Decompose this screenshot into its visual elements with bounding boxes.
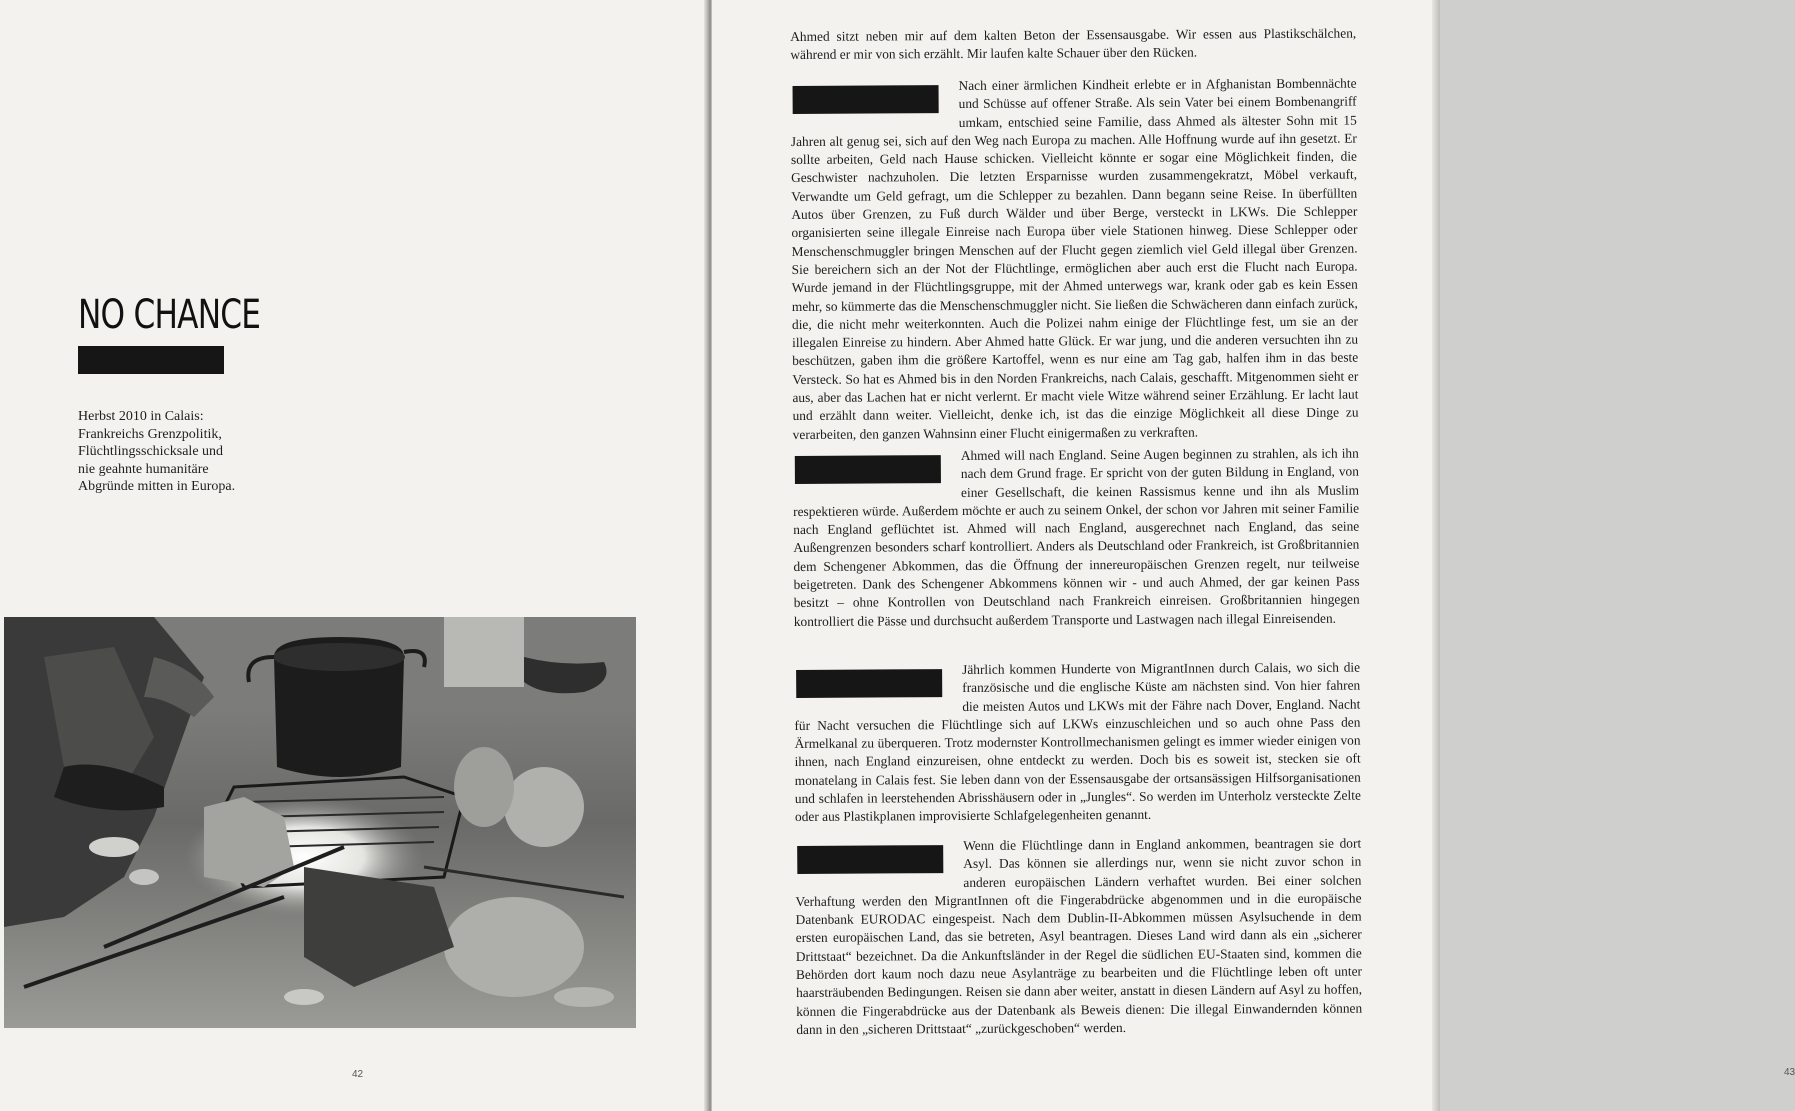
paragraph-3 bbox=[793, 445, 1360, 631]
redaction-bar bbox=[78, 346, 224, 374]
paragraph-3-text: Ahmed will nach England. Seine Augen beginnen zu strahlen, als ich ihn nach dem Grund frage. Er spricht von der guten Bildung in England, von einer Gesellschaft, die keinen Rassismus kenne und ihn als Muslim respektieren würde. Außerdem möchte er auch zu seinem Onkel, der schon vor Jahren mit seiner Familie nach England geflüchtet ist. Ahmed will nach England, ausgerechnet nach England, das seine Außengrenzen besonders scharf kontrolliert. Anders als Deutschland oder Frankreich, ist Großbritannien dem Schengener Abkommen, das die Öffnung der innereuropäischen Grenzen regelt, nur teilweise beigetreten. Dank des Schengener Abkommens können wir - und auch Ahmed, der gar keinen Pass besitzt – ohne Kontrollen von Deutschland nach Frankreich einreisen. Großbritannien hingegen kontrolliert die Pässe und durchsucht außerdem Transporte und Lastwagen nach illegal Einreisenden. bbox=[793, 445, 1360, 629]
paragraph-2 bbox=[790, 75, 1358, 444]
redaction-bar bbox=[795, 455, 941, 484]
intro-text: Herbst 2010 in Calais: Frankreichs Grenzpolitik, Flüchtlingsschicksale und nie geahnte humanitäre Abgründe mitten in Europa. bbox=[78, 409, 236, 494]
page-number-left: 42 bbox=[352, 1069, 364, 1080]
page-number-right: 43 bbox=[1784, 1067, 1795, 1078]
paragraph-1: Ahmed sitzt neben mir auf dem kalten Beton der Essensausgabe. Wir essen aus Plastikschälchen, während er mir von sich erzählt. Mir laufen kalte Schauer über den Rücken. bbox=[790, 25, 1357, 63]
paragraph-5 bbox=[795, 835, 1362, 1040]
campfire-photo bbox=[4, 617, 636, 1028]
paragraph-4-text: Jährlich kommen Hunderte von MigrantInnen durch Calais, wo sich die französische und die englische Küste am nächsten sind. Von hier fahren die meisten Autos und LKWs mit der Fähre nach Dover, England. Nacht für Nacht versuchen die Flüchtlinge sich auf LKWs einzuschleichen und so auch ohne Pass den Ärmelkanal zu überqueren. Trotz modernster Kontrollmechanismen gelingt es immer wieder einigen von ihnen, nach England einzureisen, ohne entdeckt zu werden. Doch bis es soweit ist, stecken sie oft monatelang in Calais fest. Sie leben dann von der Essensausgabe der ortsansässigen Hilfsorganisationen und schlafen in leerstehenden Abrisshäusern oder in „Jungles“. So werden im Unterholz versteckte Zelte oder aus Plastikplanen improvisierte Schlafgelegenheiten genannt. bbox=[794, 659, 1361, 825]
page-edge bbox=[1432, 0, 1440, 1111]
redaction-bar bbox=[796, 669, 942, 698]
campfire-cooking-pot-photo bbox=[4, 617, 636, 1028]
article-title: NO CHANCE bbox=[78, 292, 261, 338]
paragraph-5-text: Wenn die Flüchtlinge dann in England ankommen, beantragen sie dort Asyl. Das können sie allerdings nur, wenn sie nicht zuvor schon in anderen europäischen Ländern verhaftet wurden. Bei einer solchen Verhaftung werden den MigrantInnen oft die Fingerabdrücke abgenommen und in die europäische Datenbank EURODAC eingespeist. Nach dem Dublin-II-Abkommen müssen Asylsuchende in dem ersten europäischen Land, das sie betreten, Asyl beantragen. Dieses Land wird dann als ein „sicherer Drittstaat“ bezeichnet. Da die Ankunftsländer in der Regel die südlichen EU-Staaten sind, kommen die Behörden dort kaum noch dazu neue Asylanträge zu bearbeiten und die Flüchtlinge leben oft unter haarsträubenden Bedingungen. Reisen sie dann aber weiter, anstatt in diesen Ländern auf Asyl zu hoffen, können die Fingerabdrücke aus der Datenbank als Beweis dienen: Die illegal Einwandernden können dann in den „sicheren Drittstaat“ „zurückgeschoben“ werden. bbox=[795, 835, 1363, 1037]
paragraph-2-text: Nach einer ärmlichen Kindheit erlebte er in Afghanistan Bombennächte und Schüsse auf offener Straße. Als sein Vater bei einem Bombenangriff umkam, entschied seine Familie, dass Ahmed als ältester Sohn mit 15 Jahren alt genug sei, sich auf den Weg nach Europa zu machen. Alle Hoffnung wurde auf ihn gesetzt. Er sollte arbeiten, Geld nach Hause schicken. Vielleicht könnte er sogar eine Möglichkeit finden, die Geschwister nachzuholen. Die letzten Ersparnisse wurden zusammengekratzt, Möbel verkauft, Verwandte um Geld gefragt, um die Schlepper zu bezahlen. Dann begann seine Reise. In überfüllten Autos über Grenzen, zu Fuß durch Wälder und über Berge, versteckt in LKWs. Die Schlepper organisierten seine illegale Einreise nach Europa über viele Stationen hinweg. Diese Schlepper oder Menschenschmuggler bringen Menschen auf der Flucht gegen ziemlich viel Geld illegal über Grenzen. Sie bereichern sich an der Not der Flüchtlinge, ermöglichen aber auch erst die Flucht nach Europa. Wurde jemand in der Flüchtlingsgruppe, mit der Ahmed unterwegs war, krank oder gab es kein Essen mehr, so kümmerte das die Menschenschmuggler nicht. Sie ließen die Schwächeren dann einfach zurück, die, die nicht mehr weiterkonnten. Auch die Polizei nahm einige der Flüchtlinge fest, um sie an der illegalen Einreise zu hindern. Aber Ahmed hatte Glück. Er war jung, und die anderen versuchten ihn zu beschützen, gaben ihm die größere Kartoffel, wenn es nur eine am Tag gab, halfen ihm in das beste Versteck. So hat es Ahmed bis in den Norden Frankreichs, nach Calais, geschafft. Mitgenommen sieht er aus, aber das Lachen hat er nicht verlernt. Er macht viele Witze während seiner Erzählung. Er lacht laut und erzählt dann weiter. Vielleicht, denke ich, ist das die einzige Möglichkeit all diese Dinge zu verarbeiten, den ganzen Wahnsinn einer Flucht einigermaßen zu verkraften. bbox=[790, 75, 1359, 442]
left-page bbox=[0, 0, 706, 1111]
paragraph-4 bbox=[794, 659, 1361, 827]
redaction-bar bbox=[797, 845, 943, 874]
redaction-bar bbox=[793, 85, 939, 114]
